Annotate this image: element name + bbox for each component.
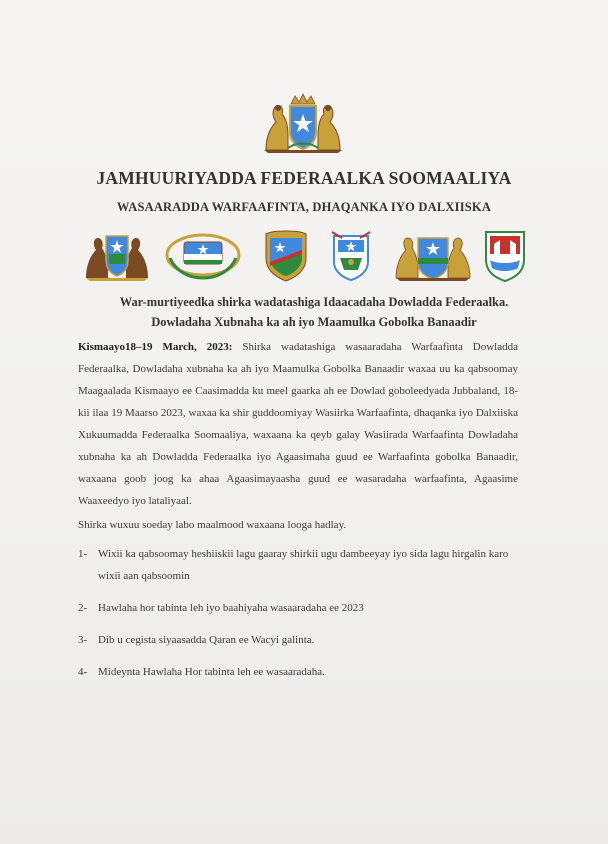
hirshabelle-emblem-icon (162, 228, 244, 282)
document-title: JAMHUURIYADDA FEDERAALKA SOOMAALIYA (96, 168, 512, 188)
puntland-emblem-icon (392, 228, 474, 282)
ministry-subtitle: WASAARADDA WARFAAFINTA, DHAQANKA IYO DALXIISKA (116, 200, 492, 214)
list-item (78, 629, 518, 651)
list-item (78, 661, 518, 683)
list-item-text: Mideynta Hawlaha Hor tabinta leh ee wasaaradaha. (98, 666, 325, 678)
heading-line-2: Dowladaha Xubnaha ka ah iyo Maamulka Gobolka Banaadir (151, 315, 477, 329)
press-release-heading (60, 292, 568, 332)
jubbaland-emblem-icon (262, 228, 310, 282)
list-item-number: 4- (78, 666, 88, 678)
list-item-number: 2- (78, 602, 88, 614)
south-west-emblem-icon (328, 228, 374, 282)
regional-emblems-row (0, 228, 608, 282)
galmudug-emblem-icon (82, 228, 152, 282)
list-item (78, 543, 518, 587)
intro-sentence: Shirka wuxuu soeday labo maalmood waxaana looga hadlay. (78, 519, 347, 531)
heading-line-1: War-murtiyeedka shirka wadatashiga Idaacadaha Dowladda Federaalka. (119, 295, 509, 309)
list-item-number: 1- (78, 548, 88, 560)
list-item-number: 3- (78, 634, 88, 646)
main-paragraph-text: Shirka wadatashiga wasaaradaha Warfaafinta Dowladda Federaalka, Dowladaha xubnaha ka ah iyo Maamulka Gobolka Banaadir waxaa uu ka qabsoomay Maagaalada Kismaayo ee Caasimadda ku meel gaarka ah ee Dowlad goboleedyada Jubbaland, 18-kii ilaa 19 Maarso 2023, waxaa ka shir guddoomiyay Wasiirka Warfaafinta, dhaqanka iyo Dalxiiska Xukuumadda Federaalka Soomaaliya, waxaana ka qeyb galay Wasiirada Warfaafinta Dowladaha xubnaha ka ah Dowladda Federaalka iyo Agaasimaha guud ee Warfaafinta gobolka Banaadir, waxaana goob joog ka ahaa Agaasimayaasha guud ee wasaradaha warfaafinta, Agaasime Waaxeedyo iyo lataliyaal. (78, 341, 518, 507)
agenda-list (78, 543, 518, 693)
somalia-coat-of-arms-icon (258, 92, 348, 154)
main-paragraph (78, 336, 518, 512)
list-item (78, 597, 518, 619)
banadir-emblem-icon (482, 228, 528, 282)
list-item-text: Wixii ka qabsoomay heshiiskii lagu gaaray shirkii ugu dambeeyay iyo sida lagu hirgalin karo wixii aan qabsoomin (98, 548, 509, 582)
list-item-text: Hawlaha hor tabinta leh iyo baahiyaha wasaaradaha ee 2023 (98, 602, 364, 614)
dateline: Kismaayo18–19 March, 2023: (78, 341, 233, 353)
list-item-text: Dib u cegista siyaasadda Qaran ee Wacyi galinta. (98, 634, 315, 646)
